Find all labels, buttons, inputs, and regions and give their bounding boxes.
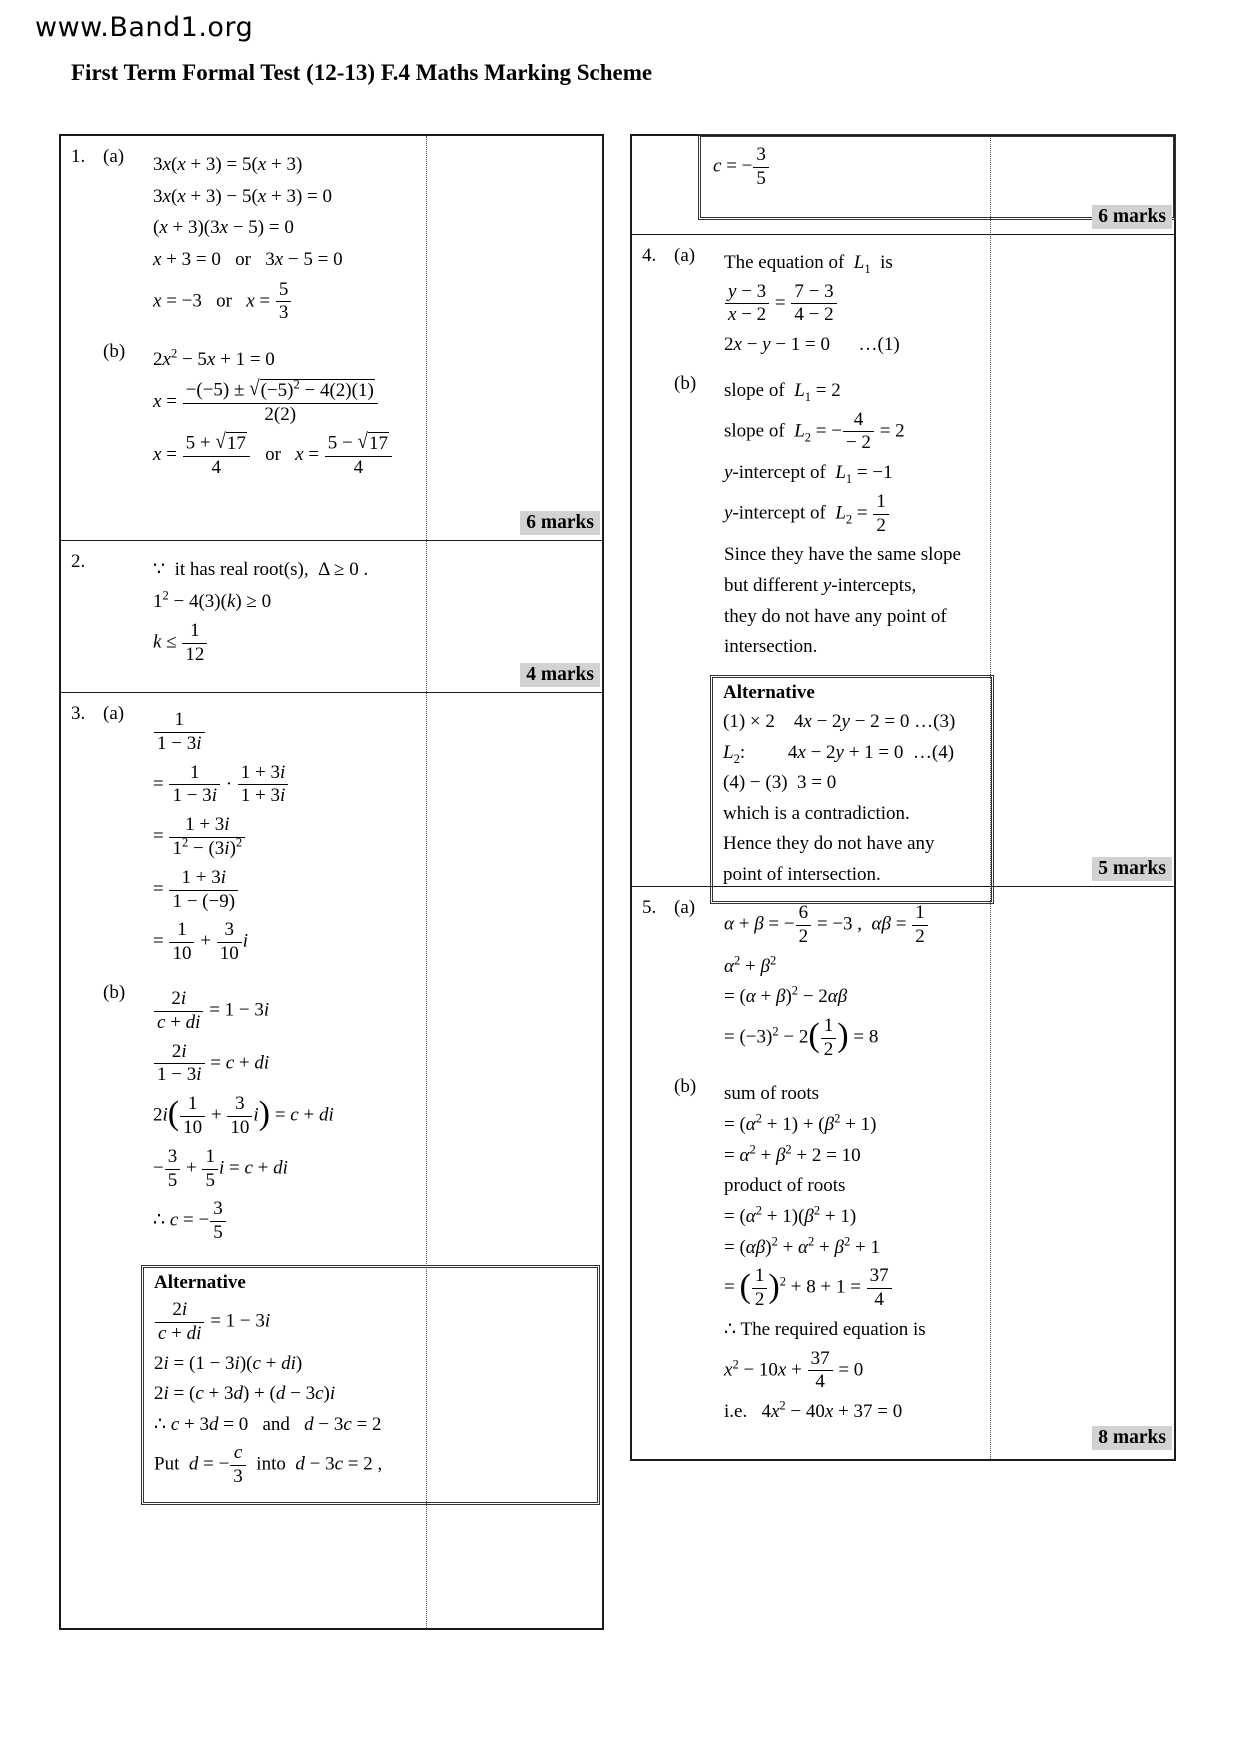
marking-scheme-table-left <box>59 134 604 1630</box>
part-label: (a) <box>674 245 696 266</box>
marks-badge: 4 marks <box>520 663 600 687</box>
question-part <box>674 897 1174 1066</box>
math-line: = $(\alpha^2 + 1) + (\beta^2 + 1)$ <box>724 1111 877 1136</box>
math-line: x = $\frac{-(-5) \pm √(-5)^2 - 4(2)(1)}{2(2)}$ <box>153 379 602 427</box>
math-line: y-intercept of $L_2$ = $\frac{1}{2}$ <box>724 491 1174 538</box>
question-row <box>61 693 602 1624</box>
marks-badge: 8 marks <box>1092 1426 1172 1450</box>
math-line: x = −3 or x = $\frac{5}{3}$ <box>153 279 602 326</box>
math-line: 2x − y − 1 = 0 …(1) <box>724 334 900 356</box>
math-line: 3x(x + 3) − 5(x + 3) = 0 <box>153 185 332 207</box>
math-line: i.e. $4x^2 - 40x + 37 = 0$ <box>724 1398 903 1423</box>
math-line: slope of $L_2$ = − $\frac{4}{- 2}$ = 2 <box>724 408 905 454</box>
part-label: (a) <box>674 897 696 918</box>
math-line: = ( $\frac{1}{2}$ )$^2$ + 8 + 1 = $\frac{37}{4}$ <box>724 1265 1174 1312</box>
math-line: − $\frac{3}{5}$ + $\frac{1}{5}$ i = c + di <box>153 1145 288 1191</box>
working-lines <box>724 373 1174 665</box>
part-label: (b) <box>103 981 126 1003</box>
question-part <box>674 245 1174 363</box>
math-line: $\alpha^2 + \beta^2$ <box>724 953 777 977</box>
math-line: product of roots <box>724 1175 846 1197</box>
part-label: (b) <box>674 1076 697 1098</box>
math-line: (4) − (3) 3 = 0 <box>723 772 837 794</box>
math-line: = $(-3)^2 - 2$( $\frac{1}{2}$ ) = 8 <box>724 1014 879 1060</box>
math-line: $1^2 - 4(3)(k) \ge 0$ <box>153 588 272 612</box>
math-line: k ≤ $\frac{1}{12}$ <box>153 620 602 667</box>
math-line: point of intersection. <box>723 864 881 886</box>
alternative-title: Alternative <box>723 681 815 703</box>
marking-scheme-table-right <box>630 134 1176 1461</box>
part-label: (b) <box>103 341 126 363</box>
math-line: = $\frac{1 + 3i}{1^2 - (3i)^2}$ <box>153 814 602 861</box>
math-line: intersection. <box>724 636 818 658</box>
question-part <box>103 703 602 972</box>
alternative-title: Alternative <box>154 1271 246 1293</box>
marks-badge: 5 marks <box>1092 857 1172 881</box>
question-row <box>632 235 1174 887</box>
math-line: slope of $L_1 = 2$ <box>724 379 841 404</box>
math-line: Put d = − $\frac{c}{3}$ into d − 3c = 2 , <box>154 1442 383 1488</box>
question-row <box>632 136 1174 235</box>
math-line: $\frac{2i}{c + di}$ = 1 − 3i <box>154 1299 587 1346</box>
math-line: = $(\alpha\beta)^2 + \alpha^2 + \beta^2 + 1$ <box>724 1234 880 1258</box>
part-label: (b) <box>674 372 697 394</box>
math-line: sum of roots <box>724 1083 819 1105</box>
marks-badge: 6 marks <box>520 511 600 535</box>
math-line: = $\frac{1}{1 - 3i}$ · $\frac{1 + 3i}{1 + 3i}$ <box>153 762 602 809</box>
part-label <box>103 551 153 673</box>
math-line: Hence they do not have any <box>723 833 935 855</box>
part-label: (a) <box>103 146 125 167</box>
question-part <box>103 551 602 673</box>
math-line: (x + 3)(3x − 5) = 0 <box>153 217 294 239</box>
math-line: $\frac{y - 3}{x - 2}$ = $\frac{7 - 3}{4 - 2}$ <box>724 281 1174 328</box>
math-line: y-intercept of $L_1 = -1$ <box>724 462 893 486</box>
working-lines <box>724 897 1174 1066</box>
working-lines <box>724 1076 1174 1429</box>
math-line: = $(\alpha + \beta)^2 - 2\alpha\beta$ <box>724 983 848 1008</box>
math-line: = $\frac{1}{10}$ + $\frac{3}{10}$ i <box>153 919 248 965</box>
math-line: 2i( $\frac{1}{10}$ + $\frac{3}{10}$ i) = c + di <box>153 1093 334 1138</box>
math-line: $2x^2 - 5x + 1 = 0$ <box>153 346 275 371</box>
math-line: ∴ c + 3d = 0 and d − 3c = 2 <box>154 1413 382 1435</box>
working-lines <box>724 245 1174 363</box>
working-lines <box>153 341 602 486</box>
math-line: $\frac{2i}{1 - 3i}$ = c + di <box>153 1041 602 1088</box>
math-line: $\frac{2i}{c + di}$ = 1 − 3i <box>153 988 602 1035</box>
math-line: The equation of $L_1$ is <box>724 252 893 276</box>
alternative-box <box>141 1265 600 1505</box>
math-line: ∴ The required equation is <box>724 1318 926 1340</box>
math-line: $L_2$: 4x − 2y + 1 = 0 …(4) <box>723 741 955 766</box>
question-number: 1. <box>71 146 86 167</box>
question-row <box>61 541 602 693</box>
question-number: 4. <box>642 245 657 266</box>
math-line: x + 3 = 0 or 3x − 5 = 0 <box>153 248 343 270</box>
math-line: ∵ it has real root(s), Δ ≥ 0 . <box>153 559 369 580</box>
page-title: First Term Formal Test (12-13) F.4 Maths Marking Scheme <box>71 60 653 85</box>
question-part <box>103 146 602 331</box>
working-lines <box>153 146 602 331</box>
math-line: but different y-intercepts, <box>724 574 917 596</box>
question-part <box>674 1076 1174 1429</box>
math-line: c = − $\frac{3}{5}$ <box>713 144 1161 191</box>
question-part <box>103 341 602 486</box>
math-line: = $\alpha^2 + \beta^2 + 2 = 10$ <box>724 1142 861 1166</box>
math-line: = $\frac{1 + 3i}{1 - (-9)}$ <box>153 867 602 914</box>
working-lines <box>153 703 602 972</box>
working-lines <box>153 551 602 673</box>
math-line: 3x(x + 3) = 5(x + 3) <box>153 154 303 175</box>
math-line: they do not have any point of <box>724 605 947 627</box>
part-label: (a) <box>103 703 125 724</box>
alternative-box <box>710 675 994 904</box>
question-row <box>61 136 602 541</box>
question-row <box>632 887 1174 1455</box>
math-line: 2i = (c + 3d) + (d − 3c)i <box>154 1383 336 1405</box>
question-number: 3. <box>71 703 86 724</box>
math-line: $x^2 - 10x$ + $\frac{37}{4}$ = 0 <box>724 1347 864 1393</box>
marks-badge: 6 marks <box>1092 205 1172 229</box>
math-line: x = $\frac{5 + √17}{4}$ or x = $\frac{5 - √17}{4}$ <box>153 432 602 480</box>
question-number: 5. <box>642 897 657 918</box>
math-line: $\frac{1}{1 - 3i}$ <box>153 709 602 756</box>
question-part <box>674 373 1174 665</box>
math-line: ∴ c = − $\frac{3}{5}$ <box>153 1198 602 1245</box>
question-part <box>103 982 602 1251</box>
site-url: www.Band1.org <box>35 12 254 43</box>
math-line: 2i = (1 − 3i)(c + di) <box>154 1352 303 1374</box>
math-line: Since they have the same slope <box>724 544 961 566</box>
working-lines <box>153 982 602 1251</box>
question-number: 2. <box>71 551 86 572</box>
math-line: which is a contradiction. <box>723 802 910 824</box>
math-line: (1) × 2 4x − 2y − 2 = 0 …(3) <box>723 710 956 732</box>
math-line: = $(\alpha^2 + 1)(\beta^2 + 1)$ <box>724 1203 857 1228</box>
math-line: α + β = − $\frac{6}{2}$ = −3 , αβ = $\frac{1}{2}$ <box>724 902 1174 949</box>
